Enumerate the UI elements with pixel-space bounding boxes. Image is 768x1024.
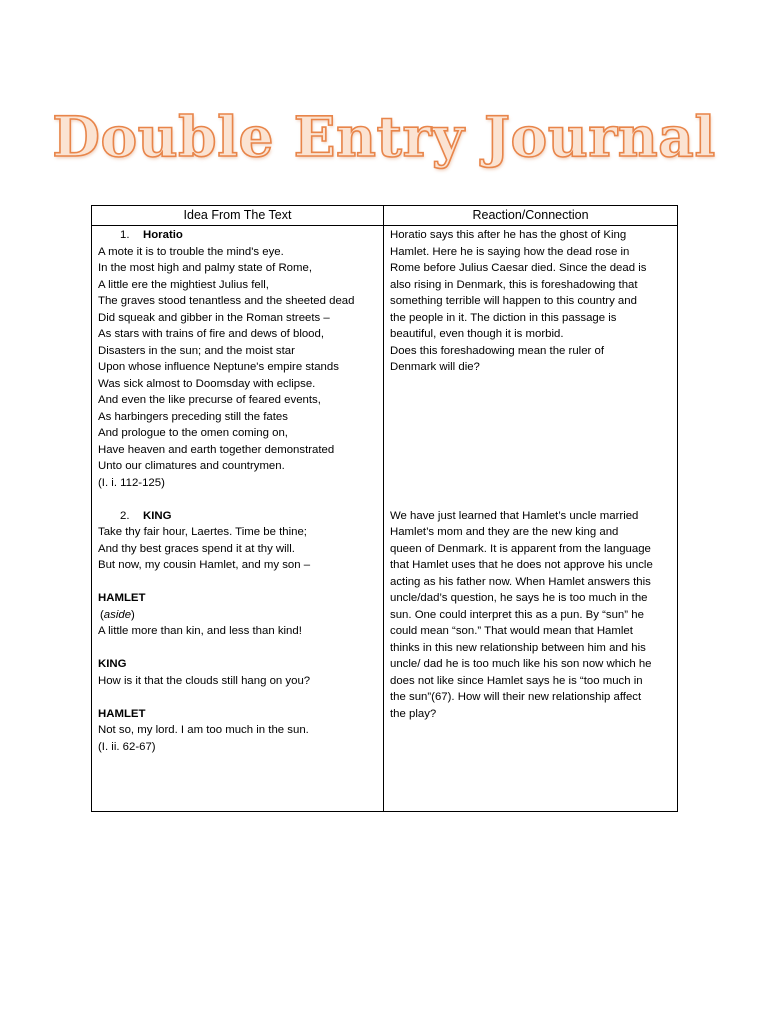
reaction-line: does not like since Hamlet says he is “too much in [390,674,643,687]
speaker-hamlet: HAMLET [98,592,146,604]
header-idea-from-text: Idea From The Text [92,206,384,225]
reaction-line: beautiful, even though it is morbid. [390,328,564,340]
reaction-line: sun. One could interpret this as a pun. By “sun” he [390,608,644,621]
entry-2-heading [98,508,379,525]
table-body-row [92,226,677,811]
idea-column [92,226,384,811]
header-reaction-connection: Reaction/Connection [472,208,589,222]
reaction-line: uncle/ dad he is too much like his son now which he [390,658,652,670]
reaction-line: that Hamlet uses that he does not approve his uncle [390,559,653,571]
reaction-column [384,226,677,811]
journal-table [91,205,678,812]
reaction-line: Hamlet. Here he is saying how the dead rose in [390,245,630,258]
quote-line: A little more than kin, and less than kind! [98,625,302,637]
reaction-line: the sun”(67). How will their new relationship affect [390,691,642,703]
quote-line: The graves stood tenantless and the sheeted dead [98,295,355,307]
entry-1-heading [98,227,379,244]
reaction-line: queen of Denmark. It is apparent from the language [390,542,651,555]
quote-line: Was sick almost to Doomsday with eclipse. [98,377,316,390]
reaction-line: acting as his father now. When Hamlet answers this [390,575,651,588]
quote-citation: (I. i. 112-125) [98,476,165,489]
reaction-line: Horatio says this after he has the ghost of King [390,229,627,241]
quote-line: Did squeak and gibber in the Roman streets – [98,311,330,324]
aside-word: aside [103,608,132,621]
quote-line: In the most high and palmy state of Rome, [98,262,313,274]
reaction-line: We have just learned that Hamlet’s uncle married [390,509,639,522]
aside-open-paren: ( [100,608,104,621]
reaction-line: something terrible will happen to this country and [390,295,637,307]
reaction-line: Hamlet’s mom and they are the new king and [390,526,619,538]
quote-line: A mote it is to trouble the mind's eye. [98,245,284,258]
quote-line: Disasters in the sun; and the moist star [98,344,295,357]
stage-direction-aside [98,607,379,624]
page-title: Double Entry Journal [52,104,716,169]
reaction-line: Denmark will die? [390,361,480,373]
quote-line: Not so, my lord. I am too much in the sun. [98,724,309,736]
reaction-line: also rising in Denmark, this is foreshadowing that [390,278,638,291]
reaction-line: the people in it. The diction in this passage is [390,311,617,324]
quote-line: But now, my cousin Hamlet, and my son – [98,559,311,571]
reaction-line: thinks in this new relationship between him and his [390,641,646,654]
quote-line: As stars with trains of fire and dews of blood, [98,328,325,340]
quote-line: Have heaven and earth together demonstrated [98,443,335,456]
entry-2-number: 2. [120,509,130,522]
quote-line: And thy best graces spend it at thy will. [98,542,295,555]
quote-line: And prologue to the omen coming on, [98,427,288,439]
quote-line: As harbingers preceding still the fates [98,410,288,423]
reaction-line: the play? [390,707,437,720]
speaker-hamlet: HAMLET [98,707,146,720]
reaction-line: could mean “son.” That would mean that Hamlet [390,625,633,637]
quote-line: Upon whose influence Neptune's empire stands [98,361,339,373]
quote-line: Unto our climatures and countrymen. [98,460,285,472]
entry-1-speaker: Horatio [143,229,183,241]
entry-2-speaker: KING [143,509,172,522]
reaction-line: Rome before Julius Caesar died. Since the dead is [390,262,647,274]
aside-close-paren: ) [131,608,135,621]
speaker-king: KING [98,658,127,670]
quote-line: How is it that the clouds still hang on you? [98,674,311,687]
entry-1-number: 1. [120,229,130,241]
quote-line: And even the like precurse of feared events, [98,394,321,406]
reaction-line: Does this foreshadowing mean the ruler of [390,344,605,357]
quote-citation: (I. ii. 62-67) [98,740,156,753]
quote-line: Take thy fair hour, Laertes. Time be thine; [98,526,307,538]
quote-line: A little ere the mightiest Julius fell, [98,278,269,291]
reaction-line: uncle/dad’s question, he says he is too much in the [390,592,648,604]
table-header-row [92,206,677,226]
